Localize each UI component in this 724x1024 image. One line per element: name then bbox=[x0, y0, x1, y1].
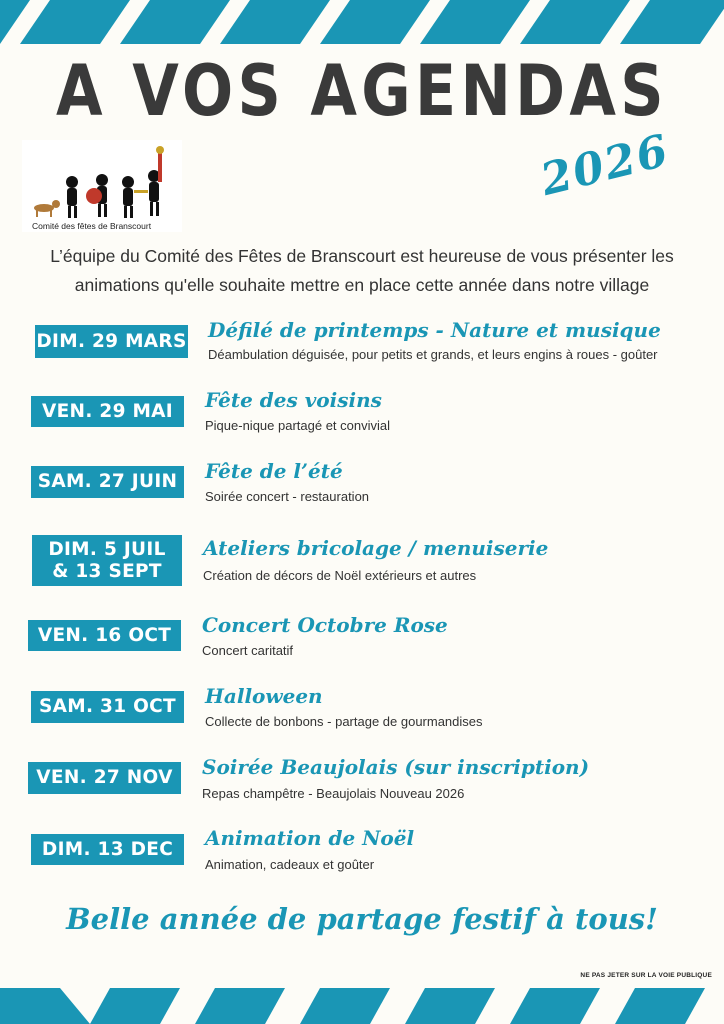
bottom-stripe-border bbox=[0, 988, 724, 1024]
intro-text bbox=[20, 242, 704, 300]
event-description: Soirée concert - restauration bbox=[205, 489, 370, 504]
event-date-line: DIM. 5 JUIL bbox=[48, 538, 166, 560]
event-date-badge: SAM. 27 JUIN bbox=[31, 466, 184, 498]
event-description: Concert caritatif bbox=[202, 643, 294, 658]
band-logo-icon bbox=[22, 140, 182, 232]
event-title: Halloween bbox=[205, 684, 323, 708]
event-row bbox=[0, 535, 724, 595]
event-date-badge: VEN. 16 OCT bbox=[28, 620, 181, 651]
event-date-badge: DIM. 13 DEC bbox=[31, 834, 184, 865]
event-row bbox=[0, 459, 724, 519]
event-row bbox=[0, 684, 724, 744]
event-description: Collecte de bonbons - partage de gourmandises bbox=[205, 714, 483, 729]
intro-line: L’équipe du Comité des Fêtes de Branscourt est heureuse de vous présenter les bbox=[50, 246, 674, 266]
event-date-badge: VEN. 29 MAI bbox=[31, 396, 184, 427]
event-title: Animation de Noël bbox=[205, 826, 415, 850]
event-description: Animation, cadeaux et goûter bbox=[205, 857, 375, 872]
event-title: Défilé de printemps - Nature et musique bbox=[208, 318, 661, 342]
poster-year: 2026 bbox=[535, 124, 675, 207]
event-title: Fête de l’été bbox=[205, 459, 343, 483]
event-title: Concert Octobre Rose bbox=[202, 613, 448, 637]
logo-caption: Comité des fêtes de Branscourt bbox=[32, 221, 152, 231]
poster-title: A VOS AGENDAS bbox=[56, 50, 668, 132]
event-description: Création de décors de Noël extérieurs et autres bbox=[203, 568, 477, 583]
closing-message: Belle année de partage festif à tous! bbox=[66, 902, 658, 936]
event-date-line: & 13 SEPT bbox=[52, 560, 162, 582]
event-title: Soirée Beaujolais (sur inscription) bbox=[202, 755, 590, 779]
event-row bbox=[0, 826, 724, 886]
event-description: Repas champêtre - Beaujolais Nouveau 2026 bbox=[202, 786, 465, 801]
top-stripe-border bbox=[0, 0, 724, 44]
event-title: Ateliers bricolage / menuiserie bbox=[203, 536, 549, 560]
event-date-badge: DIM. 29 MARS bbox=[35, 325, 188, 358]
event-row bbox=[0, 318, 724, 378]
event-description: Déambulation déguisée, pour petits et grands, et leurs engins à roues - goûter bbox=[208, 347, 658, 362]
event-date-badge: VEN. 27 NOV bbox=[28, 762, 181, 794]
intro-line: animations qu'elle souhaite mettre en place cette année dans notre village bbox=[74, 275, 650, 295]
event-row bbox=[0, 388, 724, 448]
event-description: Pique-nique partagé et convivial bbox=[205, 418, 391, 433]
event-title: Fête des voisins bbox=[205, 388, 382, 412]
event-date-badge bbox=[32, 535, 182, 586]
event-date-badge: SAM. 31 OCT bbox=[31, 691, 184, 723]
event-row bbox=[0, 755, 724, 815]
footnote: NE PAS JETER SUR LA VOIE PUBLIQUE bbox=[580, 972, 712, 979]
event-row bbox=[0, 613, 724, 673]
